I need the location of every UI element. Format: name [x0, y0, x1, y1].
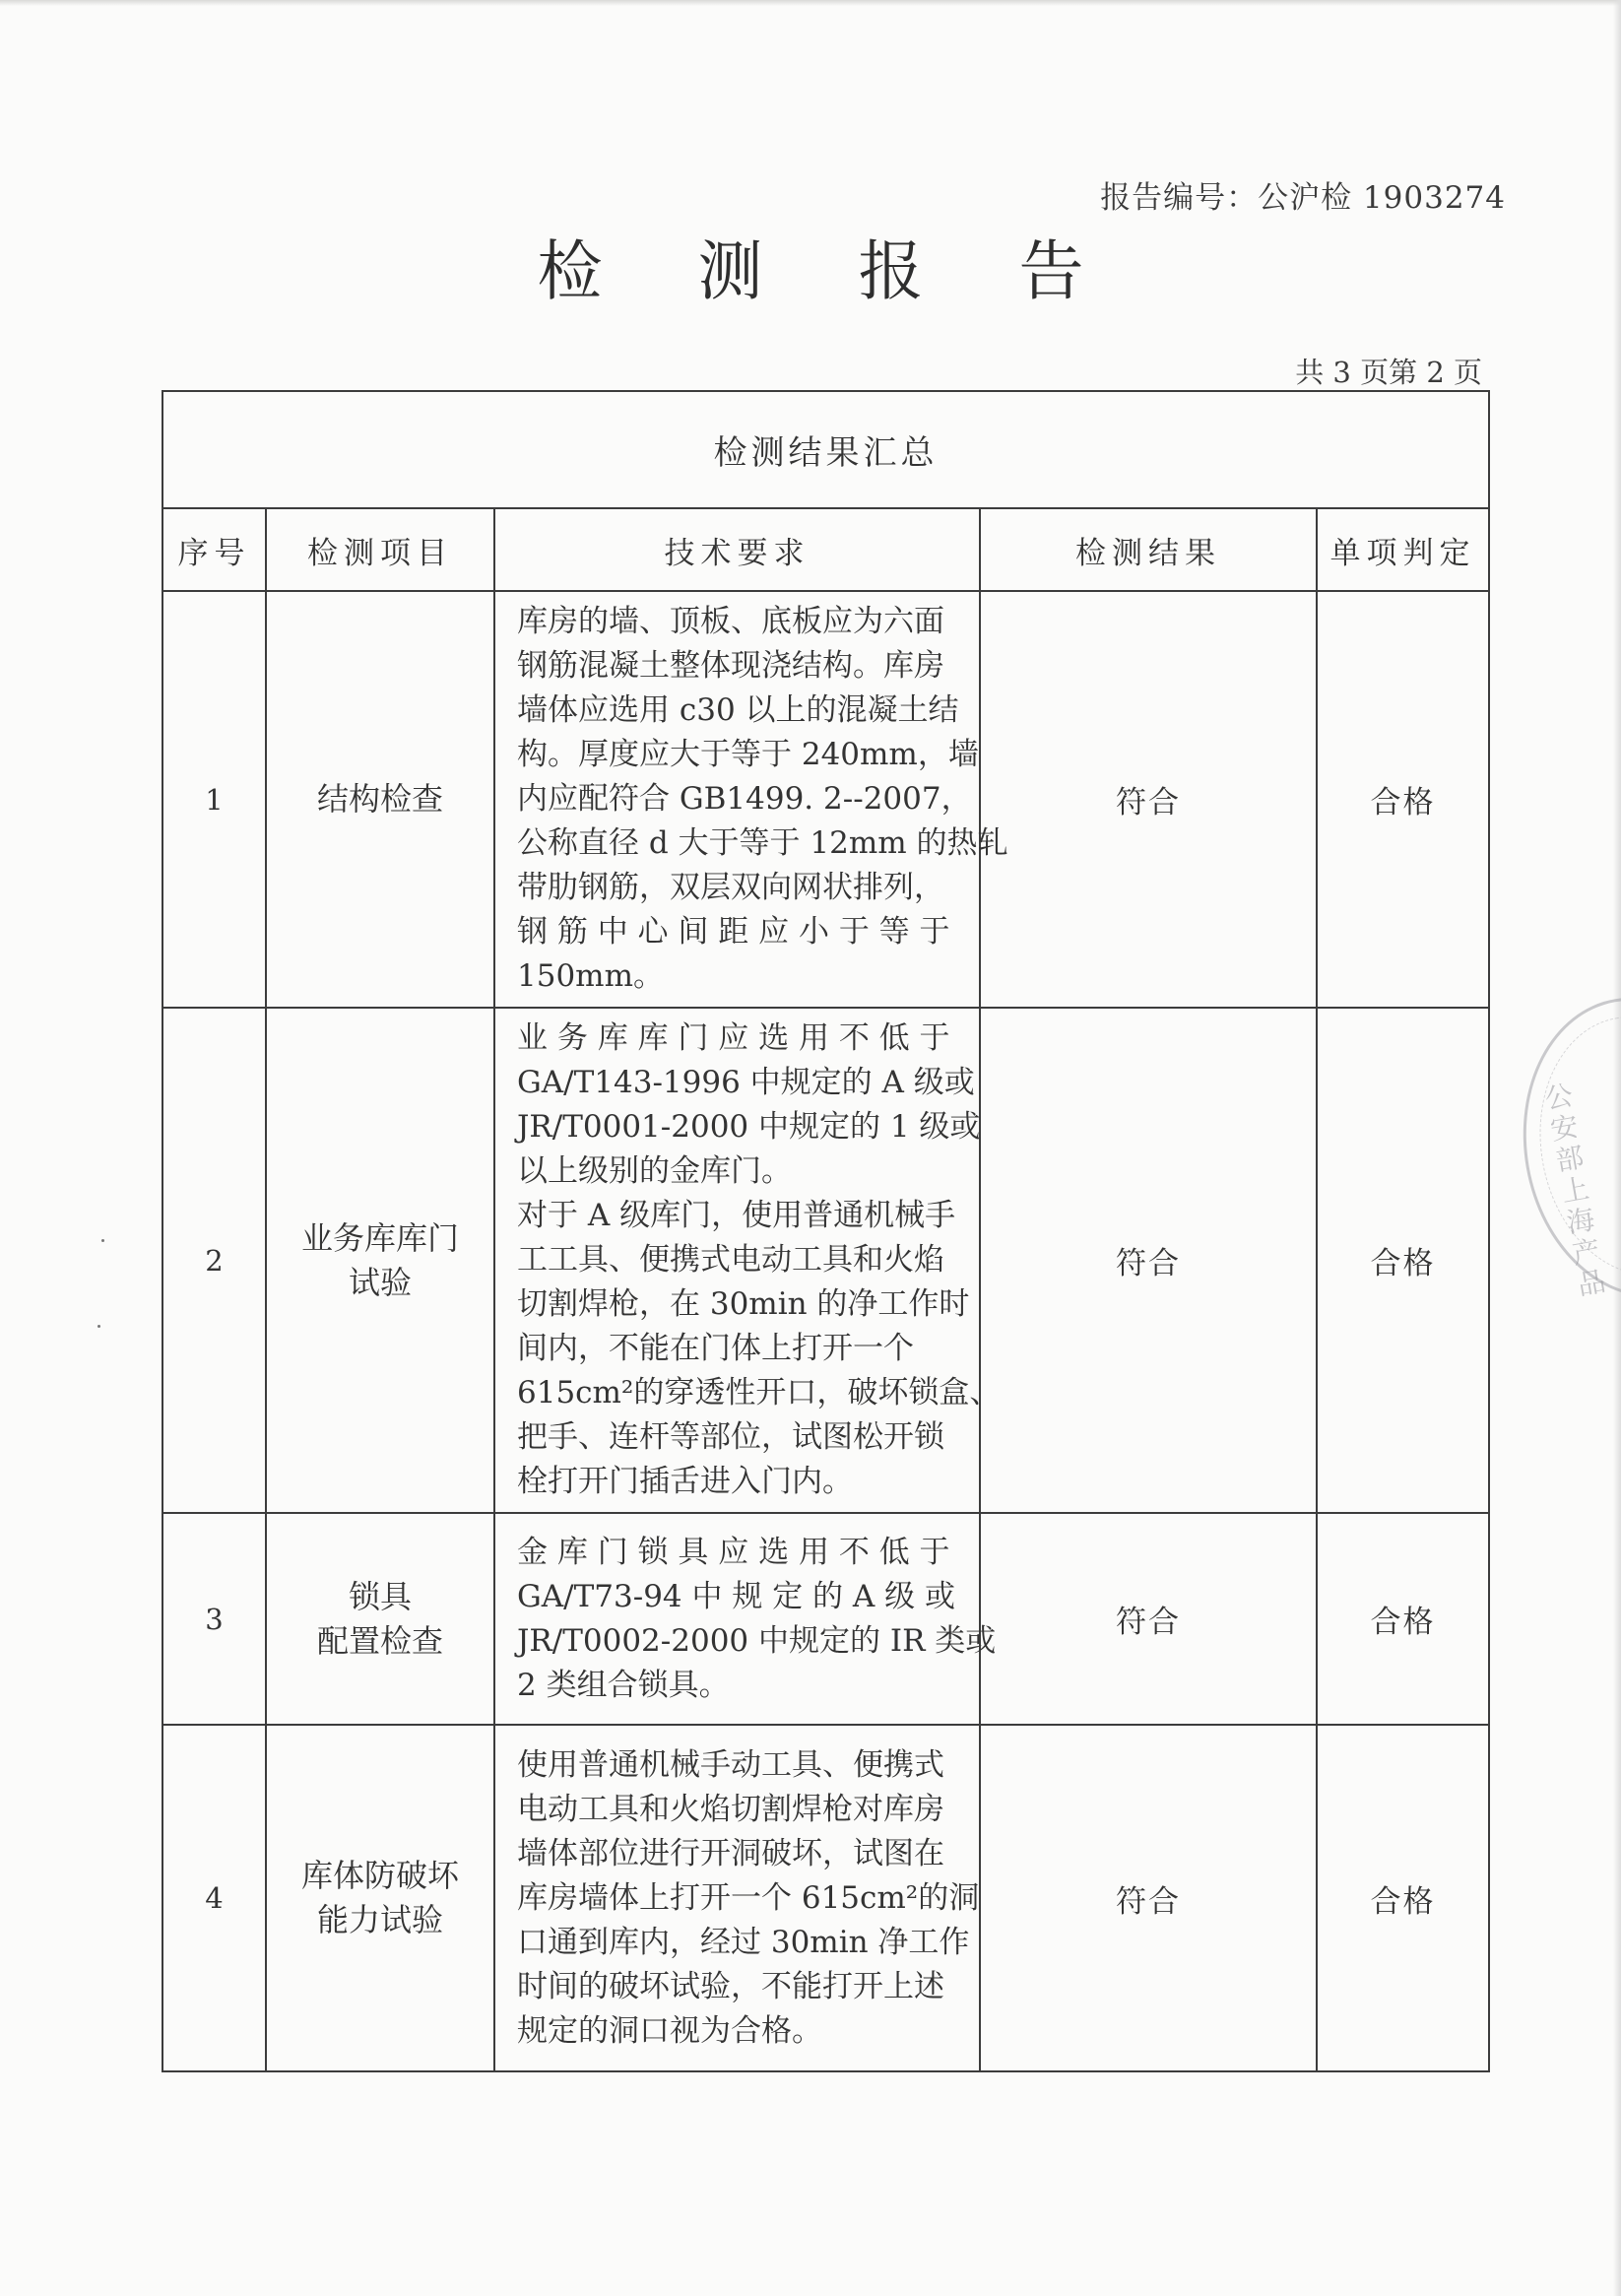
item-line: 锁具	[348, 1577, 412, 1615]
requirement-line: 以上级别的金库门。	[517, 1153, 792, 1189]
requirement-line: 业 务 库 库 门 应 选 用 不 低 于	[517, 1020, 950, 1056]
document-title: 检 测 报 告	[537, 233, 1122, 309]
requirement-line: 时间的破坏试验，不能打开上述	[517, 1968, 944, 2004]
requirement-line: 对于 A 级库门，使用普通机械手	[517, 1198, 956, 1233]
item-line: 能力试验	[316, 1901, 443, 1938]
requirement-line: 墙体部位进行开洞破坏，试图在	[517, 1835, 944, 1871]
item-line: 结构检查	[316, 780, 443, 818]
requirement-line: 2 类组合锁具。	[517, 1667, 730, 1703]
requirement-line: JR/T0001-2000 中规定的 1 级或	[517, 1109, 981, 1145]
column-header-index: 序号	[162, 508, 266, 591]
item-line: 配置检查	[316, 1621, 443, 1660]
requirement-line: 615cm²的穿透性开口，破坏锁盒、	[517, 1375, 1001, 1410]
requirement-line: GA/T143-1996 中规定的 A 级或	[517, 1065, 975, 1100]
requirement-line: 钢筋混凝土整体现浇结构。库房	[517, 648, 944, 684]
row-requirement	[494, 1513, 997, 1725]
requirement-line: 电动工具和火焰切割焊枪对库房	[517, 1791, 944, 1827]
row-requirement	[494, 591, 1008, 1008]
row-index: 4	[162, 1725, 266, 2071]
page-current: 第 2 页	[1389, 356, 1482, 389]
requirement-line: 切割焊枪，在 30min 的净工作时	[517, 1286, 970, 1322]
scan-edge-top	[0, 0, 1621, 6]
row-result: 符合	[980, 1008, 1317, 1513]
row-index: 1	[162, 591, 266, 1008]
row-item	[266, 1725, 494, 2071]
row-index: 2	[162, 1008, 266, 1513]
requirement-line: 库房墙体上打开一个 615cm²的洞	[517, 1879, 980, 1916]
results-summary-table	[162, 390, 1490, 2072]
row-item	[266, 1513, 494, 1725]
row-verdict: 合格	[1317, 591, 1489, 1008]
column-header-verdict: 单项判定	[1317, 508, 1489, 591]
requirement-line: JR/T0002-2000 中规定的 IR 类或	[517, 1622, 997, 1659]
requirement-line: 150mm。	[517, 958, 664, 994]
requirement-line: 间内，不能在门体上打开一个	[517, 1331, 914, 1366]
official-seal-stamp	[1500, 979, 1621, 1316]
row-index: 3	[162, 1513, 266, 1725]
report-number: 报告编号：公沪检 1903274	[1100, 180, 1506, 216]
requirement-line: 构。厚度应大于等于 240mm，墙	[517, 737, 979, 772]
table-row	[162, 1725, 1489, 2071]
requirement-line: 库房的墙、顶板、底板应为六面	[517, 604, 944, 639]
row-item	[266, 1008, 494, 1513]
requirement-line: 内应配符合 GB1499. 2--2007，	[517, 781, 972, 817]
row-verdict: 合格	[1317, 1513, 1489, 1725]
seal-text: 公安部上海产品	[1538, 1080, 1609, 1303]
row-verdict: 合格	[1317, 1008, 1489, 1513]
table-heading: 检测结果汇总	[162, 391, 1489, 508]
row-item	[266, 591, 494, 1008]
item-line: 试验	[348, 1263, 412, 1301]
page-count	[1295, 351, 1482, 391]
requirement-line: GA/T73-94 中 规 定 的 A 级 或	[517, 1578, 956, 1614]
requirement-line: 带肋钢筋，双层双向网状排列，	[517, 870, 944, 905]
table-row	[162, 591, 1489, 1008]
requirement-line: 工工具、便携式电动工具和火焰	[517, 1242, 944, 1278]
requirement-line: 栓打开门插舌进入门内。	[517, 1464, 853, 1499]
row-result: 符合	[980, 1725, 1317, 2071]
requirement-line: 墙体应选用 c30 以上的混凝土结	[517, 692, 959, 728]
requirement-line: 钢 筋 中 心 间 距 应 小 于 等 于	[517, 914, 950, 950]
row-requirement	[494, 1008, 1001, 1513]
requirement-line: 规定的洞口视为合格。	[517, 2012, 822, 2049]
column-header-item: 检测项目	[266, 508, 494, 591]
requirement-line: 金 库 门 锁 具 应 选 用 不 低 于	[517, 1534, 950, 1570]
requirement-line: 公称直径 d 大于等于 12mm 的热轧	[517, 825, 1008, 861]
scan-speck	[97, 1325, 100, 1328]
requirement-line: 把手、连杆等部位，试图松开锁	[517, 1419, 944, 1455]
requirement-line: 使用普通机械手动工具、便携式	[517, 1746, 944, 1783]
column-header-requirement: 技术要求	[494, 508, 980, 591]
table-row	[162, 1008, 1489, 1513]
item-line: 库体防破坏	[300, 1857, 459, 1894]
table-row	[162, 1513, 1489, 1725]
page-total: 共 3 页	[1295, 356, 1390, 389]
row-result: 符合	[980, 591, 1317, 1008]
row-result: 符合	[980, 1513, 1317, 1725]
item-line: 业务库库门	[300, 1218, 459, 1257]
requirement-line: 口通到库内，经过 30min 净工作	[517, 1924, 970, 1960]
row-requirement	[494, 1725, 980, 2071]
scan-speck	[101, 1239, 104, 1242]
row-verdict: 合格	[1317, 1725, 1489, 2071]
column-header-result: 检测结果	[980, 508, 1317, 591]
